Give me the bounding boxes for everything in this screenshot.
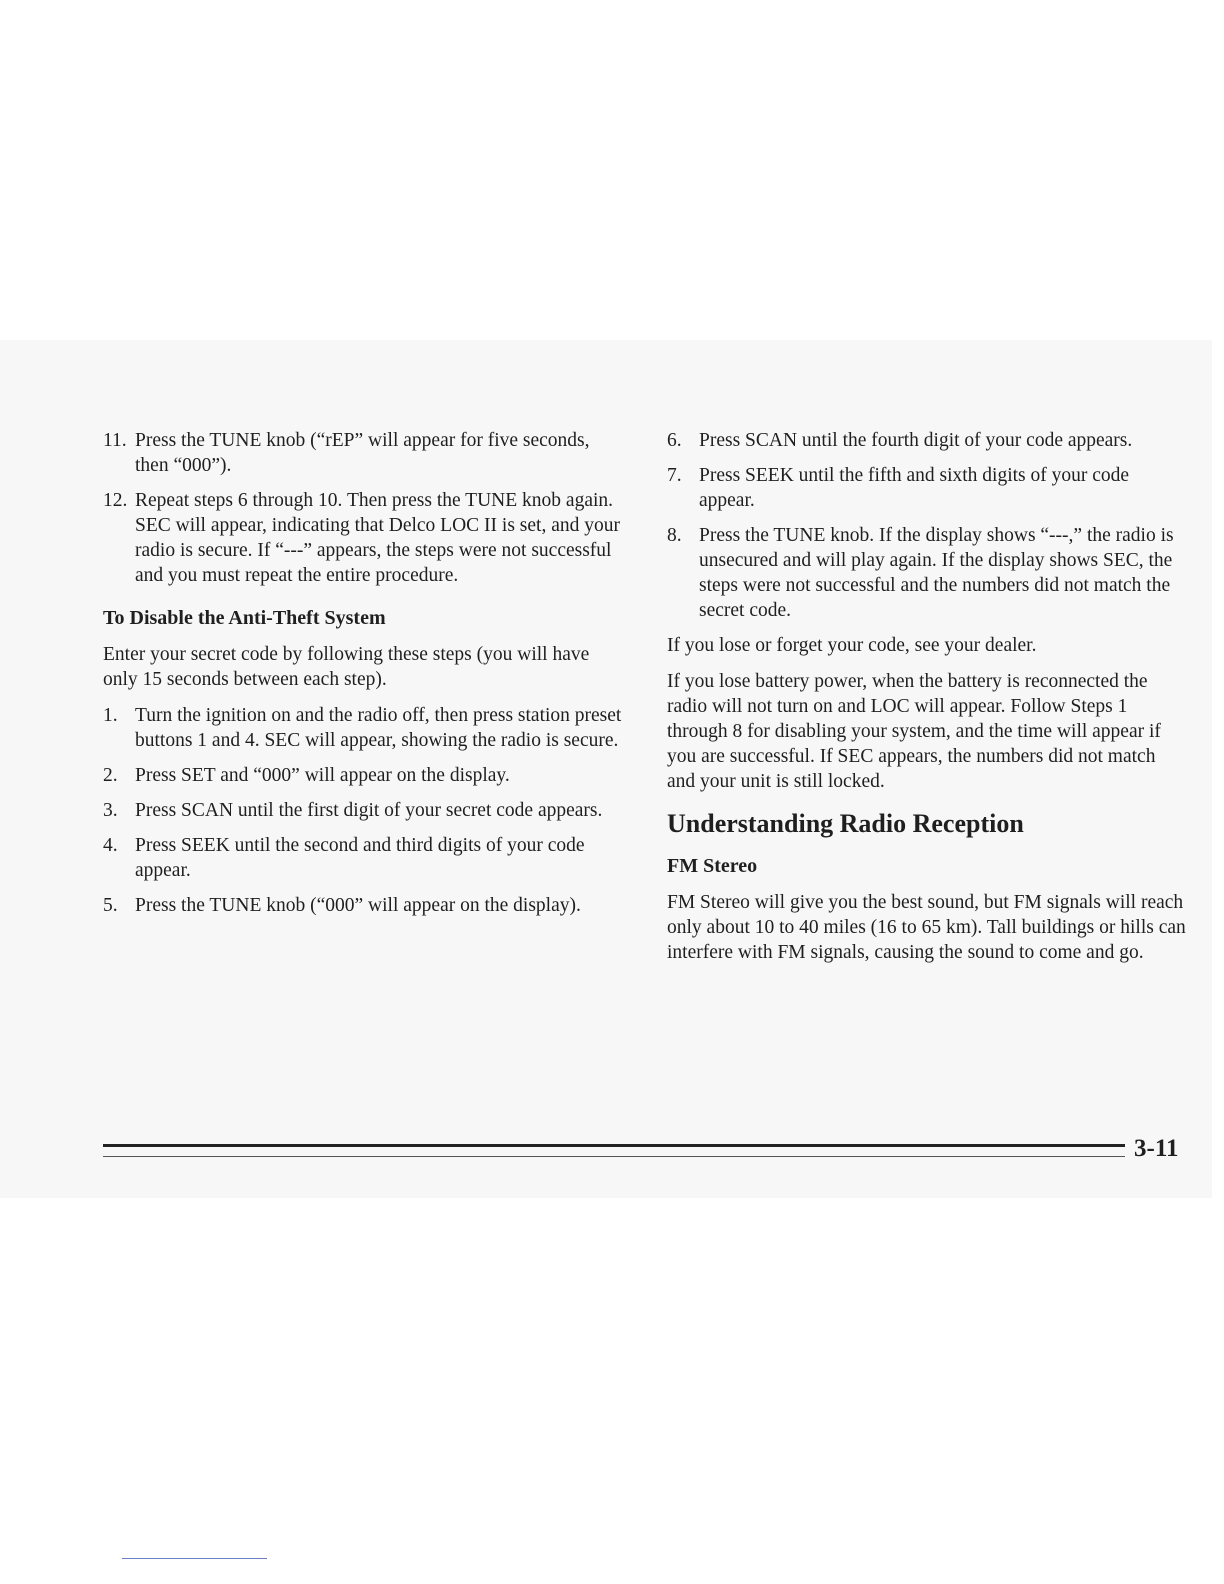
list-text: Turn the ignition on and the radio off, then press station preset buttons 1 and 4. SEC will appear, showing the radio is secure. <box>135 705 622 751</box>
list-number: 7. <box>667 465 682 486</box>
page-number: 3-11 <box>1134 1135 1179 1162</box>
list-number: 5. <box>103 895 118 916</box>
list-number: 11. <box>103 430 127 451</box>
list-item <box>667 428 1187 453</box>
right-column <box>667 428 1187 976</box>
section-heading-radio-reception: Understanding Radio Reception <box>667 809 1024 838</box>
list-text: Press the TUNE knob. If the display shows “---,” the radio is unsecured and will play again. If the display shows SEC, the steps were not successful and the numbers did not match the secret code. <box>699 525 1174 621</box>
list-number: 4. <box>103 835 118 856</box>
list-item <box>103 703 623 753</box>
list-text: Press SEEK until the second and third digits of your code appear. <box>135 835 585 881</box>
list-item <box>103 763 623 788</box>
list-text: Press SCAN until the first digit of your secret code appears. <box>135 800 603 821</box>
battery-paragraph: If you lose battery power, when the battery is reconnected the radio will not turn on and LOC will appear. Follow Steps 1 through 8 for disabling your system, and the time will appear if you are successful. If SEC appears, the numbers did not match and your unit is still locked. <box>667 671 1161 792</box>
left-column <box>103 428 623 928</box>
bottom-decorative-line <box>122 1558 267 1559</box>
list-number: 12. <box>103 490 128 511</box>
list-item <box>103 833 623 883</box>
intro-paragraph: Enter your secret code by following these steps (you will have only 15 seconds between each step). <box>103 644 590 690</box>
list-text: Press the TUNE knob (“000” will appear on the display). <box>135 895 581 916</box>
list-text: Press the TUNE knob (“rEP” will appear for five seconds, then “000”). <box>135 430 590 476</box>
list-item <box>103 428 623 478</box>
list-item <box>103 893 623 918</box>
list-item <box>667 463 1187 513</box>
list-number: 3. <box>103 800 118 821</box>
subheading-disable-anti-theft: To Disable the Anti-Theft System <box>103 607 386 629</box>
subheading-fm-stereo: FM Stereo <box>667 855 758 877</box>
list-number: 8. <box>667 525 682 546</box>
list-text: Press SCAN until the fourth digit of your code appears. <box>699 430 1133 451</box>
list-number: 1. <box>103 705 118 726</box>
lose-code-paragraph: If you lose or forget your code, see your dealer. <box>667 635 1037 656</box>
list-item <box>103 798 623 823</box>
list-item <box>103 488 623 588</box>
footer-rule-thick <box>103 1144 1125 1147</box>
list-number: 6. <box>667 430 682 451</box>
list-text: Press SEEK until the fifth and sixth digits of your code appear. <box>699 465 1130 511</box>
list-text: Press SET and “000” will appear on the display. <box>135 765 510 786</box>
list-text: Repeat steps 6 through 10. Then press the TUNE knob again. SEC will appear, indicating that Delco LOC II is set, and your radio is secure. If “---” appears, the steps were not successful and you must repeat the entire procedure. <box>135 490 620 586</box>
list-number: 2. <box>103 765 118 786</box>
footer-rule-thin <box>103 1156 1125 1157</box>
fm-paragraph: FM Stereo will give you the best sound, but FM signals will reach only about 10 to 40 miles (16 to 65 km). Tall buildings or hills can interfere with FM signals, causing the sound to come and go. <box>667 892 1186 963</box>
list-item <box>667 523 1187 623</box>
